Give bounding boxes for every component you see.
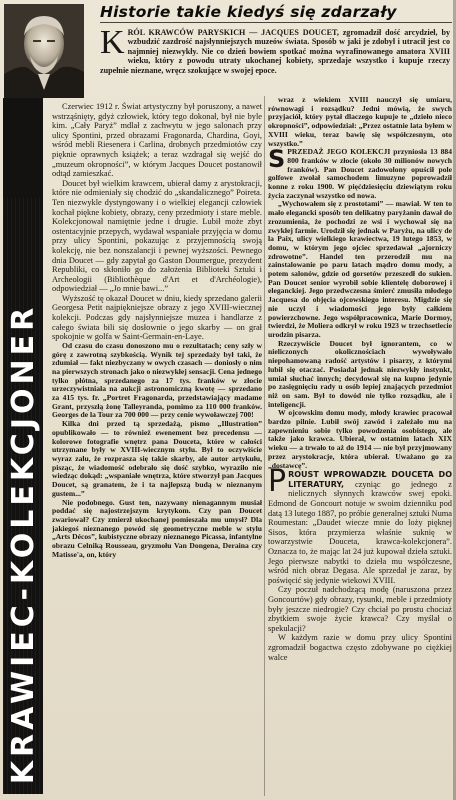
- right-paragraph-4: Rzeczywiście Doucet był ignorantem, co w nieliczonych okolicznościach wywoływało niepohamowaną radość artystów i pisarzy, z którymi lubił się otaczać. Posiadał jednak niezwykły instynkt, umiał słuchać innych; decydował się na kupno jedynie po zasięgnięciu rady u osób lepiej znających przedmiot niż on sam. Był to dowód nie tylko rozsądku, ale i inteligencji.: [268, 338, 452, 409]
- sale-text: przyniosła 13 884 800 franków w złocie (około 30 milionów nowych franków). Pan Doucet zadowolony opuścił pole golfowe zwołał samochodem limuzyne poprowadził konne z roku 1900. W pięćdziesięciu dziewiątym roku życia zaczynał wszystko od nowa.: [268, 147, 452, 200]
- side-banner-title: KRAWIEC-KOLEKCJONER: [3, 198, 43, 800]
- right-column: [268, 96, 452, 798]
- left-paragraph-2: Doucet był wielkim krawcem, ubierał damy z arystokracji, które nie odmieniały się chodzić do „skandalicznego” Poireta. Ten niezwykle dystyngowany i o wielkiej elegancji człowiek kochał piękne kobiety, obrazy, ceny przedmioty i stare meble. Kolekcjonował namiętnie jedne i drugie. Lubił może zbyt ostentacyjnie przepych, wydawał wspaniałe przyjęcia w domu przy ulicy Spontini, pokazując z przyjemnością swoją kolekcję, nie bez nonszalancji i pewnej wyższości. Pewnego dnia Doucet — gdy zapytał go Gaston Doumergue, prezydent Republiki, co skłoniło go do założenia Biblioteki Sztuki i Archeologii (Bibliothèque d'Art et d'Archéologie), odpowiedział — „Jo mnie bawi...”: [52, 178, 262, 294]
- headline-rule: [100, 22, 452, 23]
- right-paragraph-3: „Wychowałem się z prostotami” — mawiał. W ten to mało elegancki sposób ten delikatny paryżanin dawał do zrozumienia, że pochodzi ze wsi i wychował się na zwykłej farmie. Urodził się jednak w Paryżu, na ulicy de la Paix, ulicy wielkiego krawiectwa, 19 lutego 1853, w domu, w którym jego ojciec sprzedawał „ajorniczy zdrowotne”. Handel ten przerodził mu na zainstalowanie po paru latach mądro domu mody, a potem salonów, gdzie od gorsetów przeszedł do sukien. Pan Doucet senior wyrobił sobie klientelę doborowej i eleganckiej. Jego przedwczesna śmierć zmusiła młodego Jacquesa do objęcia ojcowskiego interesu. Migdzie się nie uczył i wiadomości jego były całkiem powierzchowne. Jego współpracownica, Marie Dormoy, twierdzi, że Moliera odkrył w roku 1923 w trzechsetlecie urodzin pisarza.: [268, 199, 452, 339]
- right-section-proust: [268, 464, 452, 585]
- left-paragraph-3: Wyższość tę okazał Doucet w dniu, kiedy sprzedano galerii Georgesa Petit najpiękniejsze obrazy z jego XVIII-wiecznej kolekcji. Podczas gdy najsłynniejsze muzea i handlarze z całego świata bili się dosłownie o jego skarby — on grał spokojnie w golfa w Saint-Germain-en-Laye.: [52, 293, 262, 342]
- intro-paragraph: [100, 24, 450, 75]
- left-paragraph-5: Kilka dni przed tą sprzedażą, pismo „Illustration” opublikowało — to również ewenement bez precedensu — kolorowe fotografie wnętrz pana Douceta, które w całości utrzymane były w XVIII-wiecznym stylu. Był to oczywiście wyraz zalu, że rozprasza się takie skarby, ale autor artykułu, pisząc, że wiadomość odebrało się dość szybko, wyraziło nie wiedząc dokąd: „wspaniałe wnętrza, które stworzył pan Jacques Doucet, są granatem, że i ta najlepszą budą w nieznanym gustem...”: [52, 419, 262, 498]
- proust-dropcap: P: [268, 464, 287, 500]
- side-banner: [3, 98, 43, 794]
- left-paragraph-1: Czerwiec 1912 r. Świat artystyczny był poruszony, a nawet wstrząśnięty, gdyż człowiek, który tego dokonał, był nie byle kim. „Cały Paryż” mdlał z zachwytu w jego salonach przy ulicy Spontini, przed obrazami Fragonarda, Chardina, Goyi, wśród mebli Riesenera i Carlina, drobnych przedmiotów czy pięknie oprawnych książek; a teraz wzdragał się wejść do „muzeum okropności”, w którym Jacques Doucet postanowił odtąd zamieszkać.: [52, 102, 262, 179]
- right-paragraph-1: wraz z wiekiem XVIII nauczył się umiaru, równowagi i rozsądku? Jedni mówią, że swych przyjaciół, który pytał dlaczego kupuje te „dzieło nieco okropności”, odpowiedział: „Przez ostatnie lata byłem w XVIII wieku, teraz bawię się współczesnym, oto wszystko.”: [268, 96, 452, 148]
- headline: Historie takie kiedyś się zdarzały: [100, 3, 397, 21]
- right-paragraph-7: Czy poczuł nadchodzącą modę (naruszona przez Goncourtów) gdy obrazy, rysunki, meble i przedmioty były jeszcze niedrogie? Czy chciał po prostu chociaż zbytkiem swoje życie krawca? Czy myślał o spekulacji?: [268, 585, 452, 633]
- right-section-sale: [268, 145, 452, 200]
- left-paragraph-4: Od czasu do czasu donoszono mu o rezultatach; ceny szły w górę z zawrotną szybkością. Wynik tej sprzedaży był taki, że zdumiał — fakt niezbyczany w owych czasach — doniosły o nim na pierwszych stronach jako o niezwykłej sensacji. Cena jednego tylko płótna, sprzedanego za 17 tys. franków w złocie urzeczywistniała na aukcji astronomiczną kwotę — sprzedano za 415 tys. fr. „Portret Fragonarda, przedstawiający madame Grant, przyszłą żonę Talleyranda, pomimo za 110 000 franków. Georges de la Tour za 700 000 — przy cenie wywoławczej 700!: [52, 340, 262, 420]
- sale-lead: PRZEDAŻ JEGO KOLEKCJI: [287, 147, 391, 157]
- proust-lead: ROUST WPROWADZIŁ DOUCETA DO LITERATURY,: [288, 470, 452, 489]
- right-paragraph-5: W ojcowskim domu mody, młody krawiec pracował bardzo pilnie. Lubił swój zawód i zależało mu na zapewnieniu sobie tylko powodzenia osobistego, ale także jako krawca. Ubierał, w ostatnim latach XIX wieku — a trwało to aż do 1914 — nie był przyjmowany przez arystokracje, która ubierał. Uważano go za „dostawcę”.: [268, 408, 452, 470]
- sale-dropcap: S: [268, 145, 286, 174]
- left-paragraph-6: Nie podobnego. Gust ten, nazywany nienagannym musiał poddać się najostrzejszym krytykom. Czy pan Doucet zwariował? Czy zmierzł ukochanej pomieszała mu umysł? Dla jakiegoś nieznanego powód się geometryczne meble w stylu „Arts Décos”, kubistyczne obrazy nieznanego Picassa, infantylne obrazu Celniką Rousseau, gryzmołu Van Dongena, Deraina czy Matisse'a, on, który: [52, 497, 262, 559]
- left-column: [52, 102, 262, 798]
- column-divider: [264, 96, 265, 796]
- right-paragraph-8: W każdym razie w domu przy ulicy Spontini zgromadził bogactwa często zdobywane po ciężkiej walce: [268, 633, 452, 662]
- portrait-illustration: [4, 4, 84, 98]
- intro-text: RÓL KRAWCÓW PARYSKICH — JACQUES DOUCET, zgromadził dość arcydzieł, by wzbudzić zazdrość najsłynniejszych muzeów świata. Sposób w jaki je zdobył i utracił jest co najmniej niezwykły. Nie co dzień bowiem spotkać można wyrafinowanego amatora XVIII wieku, który z powodu utraty ukochanej kobiety, sprzedaje wszystko i kupuje rzeczy zupełnie nieznane, wręcz szokujące w swojej epoce.: [100, 28, 450, 75]
- portrait-photo: [4, 4, 84, 98]
- intro-dropcap: K: [100, 24, 125, 61]
- proust-text: czyniąc go jednego z nielicznych słynnych krawców swej epoki. Edmond de Goncourt notuje w swoim dzienniku pod datą 13 lutego 1887, po próbie generalnej sztuki Numa Roumestan: „Daudet wiecze mnie do loży pięknej Sisos, która przymierza właśnie suknię w towarzystwie Douceta, krawca-kolekcjonera”. Oznacza to, że mając lat 24 już kupował dzieła sztuki. Jego pierwsze nabytki to dzieła mu współczesne, wśród nich obraz Degasa. Ale sprzedał je zaraz, by poświęcić się jedynie wiekowi XVIII.: [268, 479, 452, 585]
